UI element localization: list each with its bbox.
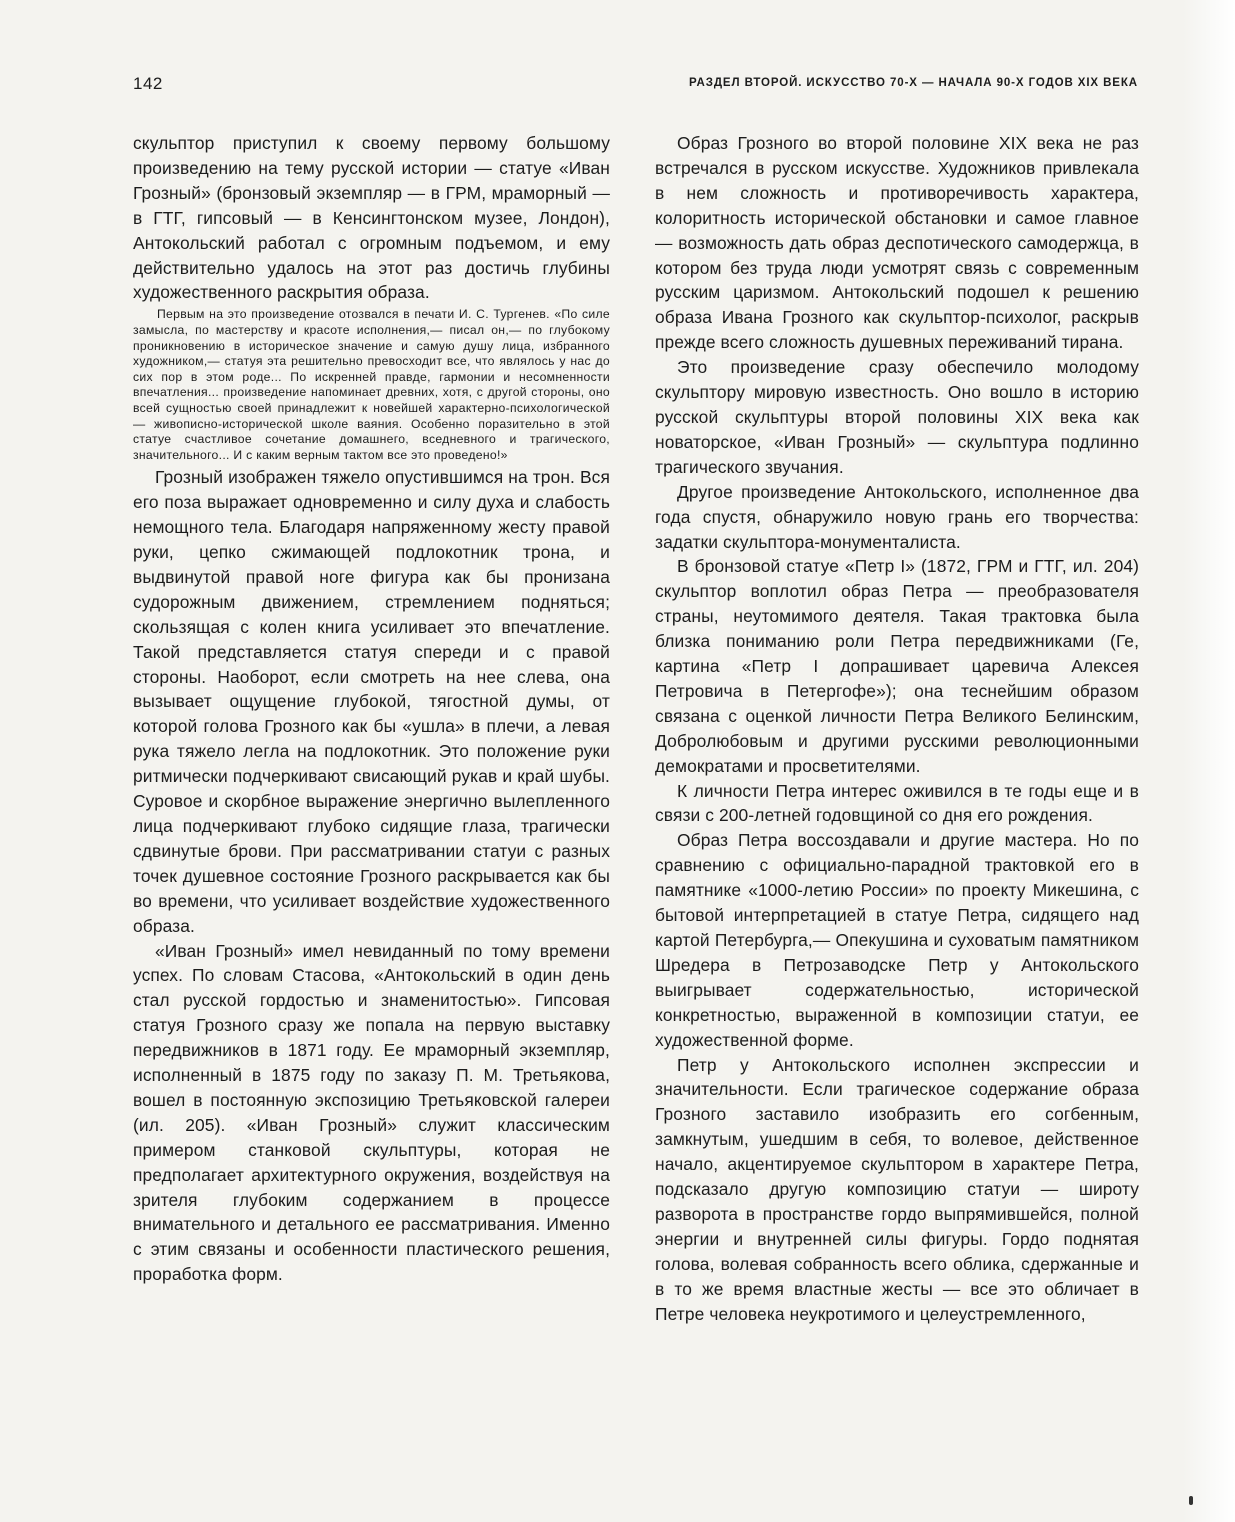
paragraph: В бронзовой статуе «Петр I» (1872, ГРМ и ГТГ, ил. 204) скульптор воплотил образ Петра — преобразователя страны, неутомимого деятеля. Такая трактовка была близка пониманию роли Петра передвижниками (Ге, картина «Петр I допрашивает царевича Алексея Петровича в Петергофе»); она теснейшим образом связана с оценкой личности Петра Великого Белинским, Добролюбовым и другими русскими революционными демократами и просветителями. <box>655 556 1139 776</box>
paragraph: Другое произведение Антокольского, исполненное два года спустя, обнаружило новую грань его творчества: задатки скульптора-монументалиста. <box>655 481 1139 552</box>
page-number: 142 <box>133 74 163 93</box>
paragraph: Петр у Антокольского исполнен экспрессии и значительности. Если трагическое содержание образа Грозного заставило изобразить его согбенным, замкнутым, ушедшим в себя, то волевое, действенное начало, акцентируемое скульптором в характере Петра, подсказало другую композицию статуи — широту разворота в пространстве гордо выпрямившейся, полной энергии и внутренней силы фигуры. Гордо поднятая голова, волевая собранность всего облика, сдержанные и в то же время властные жесты — все это обличает в Петре человека неукротимого и целеустремленного, <box>655 1054 1139 1324</box>
paragraph: скульптор приступил к своему первому большому произведению на тему русской истории — статуе «Иван Грозный» (бронзовый экземпляр — в ГРМ, мраморный — в ГТГ, гипсовый — в Кенсингтонском музее, Лондон), Антокольский работал с огромным подъемом, и ему действительно удалось на этот раз достичь глубины художественного раскрытия образа. <box>133 133 610 303</box>
paragraph: Образ Петра воссоздавали и другие мастера. Но по сравнению с официально-парадной трактовкой его в памятнике «1000-летию России» по проекту Микешина, с бытовой интерпретацией в статуе Петра, сидящего над картой Петербурга,— Опекушина и суховатым памятником Шредера в Петрозаводске Петр у Антокольского выигрывает содержательностью, исторической конкретностью, выраженной в композиции статуи, ее художественной форме. <box>655 830 1139 1050</box>
quotation-paragraph: Первым на это произведение отозвался в печати И. С. Тургенев. «По силе замысла, по мастерству и красоте исполнения,— писал он,— по глубокому проникновению в историческое значение и самую душу лица, избранного художником,— статуя эта решительно превосходит все, что являлось у нас до сих пор в этом роде... По искренней правде, гармонии и несомненности впечатления... произведение напоминает древних, хотя, с другой стороны, оно всей сущностью своей принадлежит к новейшей характерно-психологической — живописно-исторической школе ваяния. Особенно поразительно в этой статуе счастливое сочетание домашнего, вседневного и трагического, значительного... И с каким верным тактом все это проведено!» <box>133 307 610 462</box>
paragraph: Грозный изображен тяжело опустившимся на трон. Вся его поза выражает одновременно и силу духа и слабость немощного тела. Благодаря напряженному жесту правой руки, цепко сжимающей подлокотник трона, и выдвинутой правой ноге фигура как бы пронизана судорожным движением, стремлением подняться; скользящая с колен книга усиливает это впечатление. Такой представляется статуя спереди и с правой стороны. Наоборот, если смотреть на нее слева, она вызывает ощущение глубокой, тягостной думы, от которой голова Грозного как бы «ушла» в плечи, а левая рука тяжело легла на подлокотник. Это положение руки ритмически подчеркивают свисающий рукав и край шубы. Суровое и скорбное выражение энергично вылепленного лица подчеркивают глубоко сидящие глаза, трагически сдвинутые брови. При рассматривании статуи с разных точек душевное состояние Грозного раскрывается как бы во времени, что усиливает воздействие художественного образа. <box>133 467 610 936</box>
page-edge-shadow <box>1183 0 1235 1522</box>
paragraph: К личности Петра интерес оживился в те годы еще и в связи с 200-летней годовщиной со дня его рождения. <box>655 780 1139 826</box>
scan-mark <box>1189 1496 1193 1505</box>
paragraph: «Иван Грозный» имел невиданный по тому времени успех. По словам Стасова, «Антокольский в один день стал русской гордостью и знаменитостью». Гипсовая статуя Грозного сразу же попала на первую выставку передвижников в 1871 году. Ее мраморный экземпляр, исполненный в 1875 году по заказу П. М. Третьякова, вошел в постоянную экспозицию Третьяковской галереи (ил. 205). «Иван Грозный» служит классическим примером станковой скульптуры, которая не предполагает архитектурного окружения, воздействуя на зрителя глубоким содержанием в процессе внимательного и детального ее рассматривания. Именно с этим связаны и особенности пластического решения, проработка форм. <box>133 940 610 1285</box>
paragraph: Это произведение сразу обеспечило молодому скульптору мировую известность. Оно вошло в историю русской скульптуры второй половины XIX века как новаторское, «Иван Грозный» — скульптура подлинно трагического звучания. <box>655 357 1139 477</box>
running-header: РАЗДЕЛ ВТОРОЙ. ИСКУССТВО 70-Х — НАЧАЛА 90-Х ГОДОВ XIX ВЕКА <box>688 77 1138 89</box>
paragraph: Образ Грозного во второй половине XIX века не раз встречался в русском искусстве. Художников привлекала в нем сложность и противоречивость характера, колоритность исторической обстановки и самое главное — возможность дать образ деспотического самодержца, в котором без труда люди усмотрят связь с современным русским царизмом. Антокольский подошел к решению образа Ивана Грозного как скульптор-психолог, раскрыв прежде всего сложность душевных переживаний тирана. <box>655 133 1139 353</box>
left-column <box>133 131 610 1287</box>
right-column <box>655 131 1139 1327</box>
